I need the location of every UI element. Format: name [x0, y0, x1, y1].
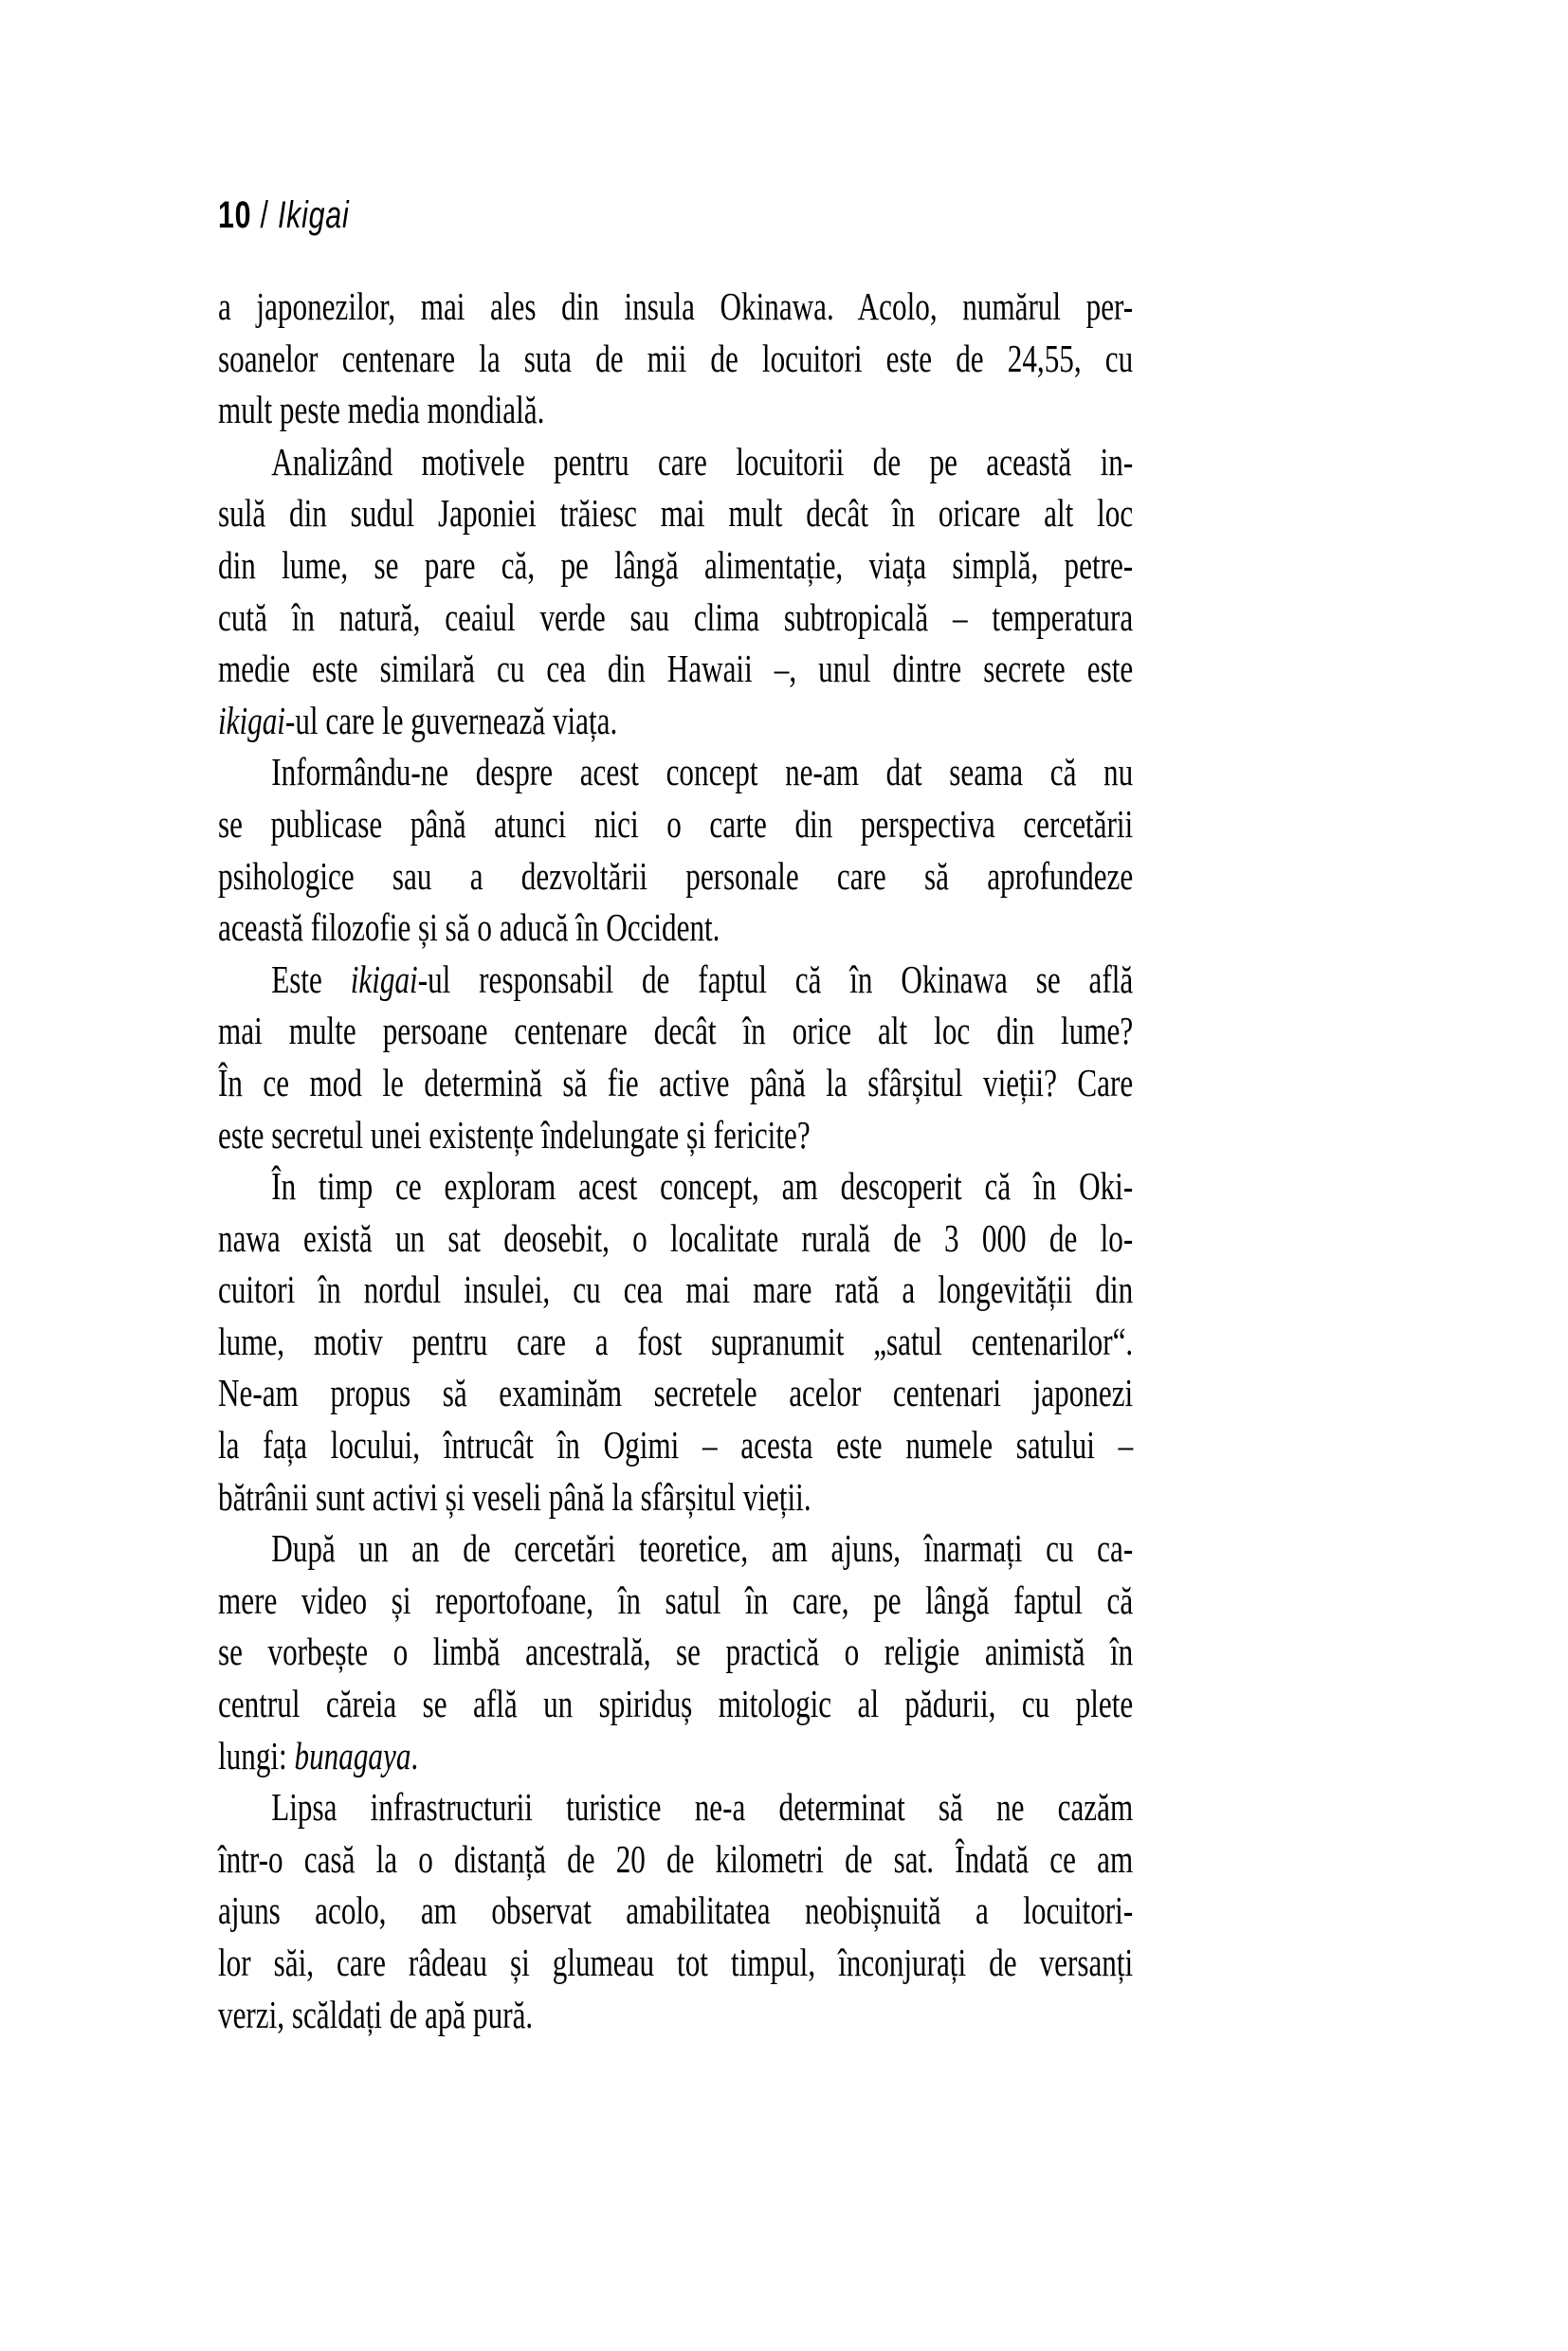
paragraph [218, 281, 1133, 436]
paragraph [218, 746, 1133, 953]
text-segment: verzi, scăldați de apă pură. [218, 1992, 534, 2036]
text-segment: centrul căreia se află un spiriduș mitologic al pădurii, cu plete [218, 1682, 1134, 1726]
text-segment: Informându-ne despre acest concept ne-am dat seama că nu [271, 750, 1134, 794]
text-segment: Este [271, 957, 351, 1001]
paragraph [218, 954, 1133, 1160]
text-line [218, 281, 1133, 333]
text-line [218, 746, 1133, 798]
text-segment: lor săi, care râdeau și glumeau tot timpul, înconjurați de versanți [218, 1941, 1134, 1984]
book-title: Ikigai [277, 194, 350, 236]
text-segment: a japonezilor, mai ales din insula Okinawa. Acolo, numărul per- [218, 284, 1134, 328]
text-line [218, 1005, 1133, 1057]
text-line [218, 1471, 1133, 1523]
text-segment: lungi: [218, 1733, 295, 1777]
text-segment: nawa există un sat deosebit, o localitate rurală de 3 000 de lo- [218, 1215, 1134, 1260]
header-separator: / [251, 194, 278, 236]
text-line [218, 1109, 1133, 1161]
text-line [218, 695, 1133, 747]
text-line [218, 850, 1133, 902]
text-line [218, 1937, 1133, 1989]
text-line [218, 798, 1133, 850]
text-line [218, 539, 1133, 592]
text-line [218, 1678, 1133, 1730]
text-line [218, 1419, 1133, 1471]
text-segment: -ul responsabil de faptul că în Okinawa se află [417, 957, 1134, 1001]
paragraph [218, 1522, 1133, 1781]
paragraph [218, 436, 1133, 747]
text-segment: mai multe persoane centenare decât în orice alt loc din lume? [218, 1009, 1134, 1053]
text-line [218, 1367, 1133, 1419]
text-segment: lume, motiv pentru care a fost supranumit „satul centenarilor“. [218, 1319, 1134, 1363]
text-line [218, 1626, 1133, 1678]
text-line [218, 333, 1133, 385]
text-line [218, 1522, 1133, 1575]
text-segment: această filozofie și să o aducă în Occident. [218, 905, 720, 950]
text-line [218, 436, 1133, 488]
italic-term: ikigai [218, 698, 285, 742]
italic-term: ikigai [350, 957, 418, 1001]
text-line [218, 1730, 1133, 1782]
text-segment: soanelor centenare la suta de mii de locuitori este de 24,55, cu [218, 336, 1134, 380]
text-line [218, 643, 1133, 695]
text-line [218, 902, 1133, 954]
text-line [218, 1781, 1133, 1833]
text-segment: se vorbește o limbă ancestrală, se practică o religie animistă în [218, 1630, 1134, 1674]
text-segment: psihologice sau a dezvoltării personale care să aprofundeze [218, 853, 1134, 898]
text-segment: bătrânii sunt activi și veseli până la sfârșitul vieții. [218, 1474, 811, 1519]
italic-term: bunagaya [294, 1733, 411, 1777]
text-line [218, 1989, 1133, 2041]
text-line [218, 1264, 1133, 1316]
text-segment: sulă din sudul Japoniei trăiesc mai mult decât în oricare alt loc [218, 491, 1134, 536]
text-segment: mere video și reportofoane, în satul în care, pe lângă faptul că [218, 1577, 1134, 1622]
text-segment: cuitori în nordul insulei, cu cea mai mare rată a longevității din [218, 1267, 1134, 1312]
paragraph [218, 1781, 1133, 2040]
text-segment: se publicase până atunci nici o carte din perspectiva cercetării [218, 801, 1134, 846]
text-segment: la fața locului, întrucât în Ogimi – acesta este numele satului – [218, 1423, 1134, 1467]
text-segment: Analizând motivele pentru care locuitorii de pe această in- [271, 439, 1134, 483]
paragraph [218, 1160, 1133, 1522]
text-block [218, 194, 1133, 2040]
text-line [218, 384, 1133, 436]
page-number: 10 [218, 194, 252, 236]
text-segment: medie este similară cu cea din Hawaii –, unul dintre secrete este [218, 647, 1134, 691]
page-header [218, 194, 1133, 236]
text-segment: din lume, se pare că, pe lângă alimentație, viața simplă, petre- [218, 542, 1134, 587]
text-segment: . [410, 1733, 419, 1777]
text-line [218, 1212, 1133, 1265]
text-segment: După un an de cercetări teoretice, am ajuns, înarmați cu ca- [271, 1526, 1134, 1571]
text-line [218, 487, 1133, 539]
text-segment: într-o casă la o distanță de 20 de kilometri de sat. Îndată ce am [218, 1836, 1134, 1881]
text-segment: mult peste media mondială. [218, 388, 545, 432]
text-line [218, 954, 1133, 1006]
text-segment: Ne-am propus să examinăm secretele acelor centenari japonezi [218, 1371, 1134, 1415]
text-segment: În ce mod le determină să fie active până la sfârșitul vieții? Care [218, 1060, 1134, 1104]
text-line [218, 1057, 1133, 1109]
text-line [218, 1833, 1133, 1886]
text-segment: În timp ce exploram acest concept, am descoperit că în Oki- [271, 1164, 1134, 1209]
text-segment: Lipsa infrastructurii turistice ne-a determinat să ne cazăm [271, 1785, 1134, 1830]
text-line [218, 1316, 1133, 1368]
text-line [218, 1160, 1133, 1212]
text-segment: este secretul unei existențe îndelungate și fericite? [218, 1112, 811, 1157]
text-line [218, 1885, 1133, 1937]
text-segment: ajuns acolo, am observat amabilitatea neobișnuită a locuitori- [218, 1888, 1134, 1933]
text-line [218, 592, 1133, 644]
text-segment: cută în natură, ceaiul verde sau clima subtropicală – temperatura [218, 594, 1134, 639]
page-body [218, 281, 1133, 2040]
text-segment: -ul care le guvernează viața. [284, 698, 618, 742]
text-line [218, 1575, 1133, 1627]
